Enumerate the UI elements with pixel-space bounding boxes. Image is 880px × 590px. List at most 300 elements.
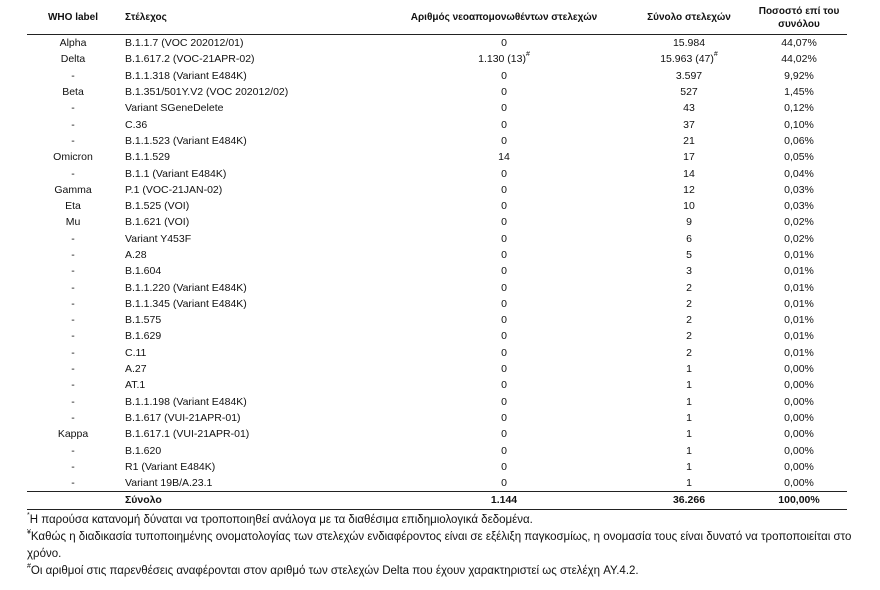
percent-cell bbox=[751, 247, 847, 263]
percent-cell bbox=[751, 328, 847, 344]
footnote-mark: * bbox=[27, 512, 30, 519]
total-strains-cell bbox=[627, 328, 751, 344]
strain-cell bbox=[119, 51, 381, 67]
strain-cell bbox=[119, 198, 381, 214]
strain-cell-value: R1 (Variant E484K) bbox=[125, 460, 216, 473]
new-isolated-cell bbox=[381, 165, 627, 181]
total-strains-cell-value: 37 bbox=[683, 118, 695, 131]
total-strains-cell bbox=[627, 394, 751, 410]
who-label-cell-value: - bbox=[71, 395, 75, 408]
who-label-cell bbox=[27, 345, 119, 361]
new-isolated-cell-value: 0 bbox=[501, 346, 507, 359]
strain-cell bbox=[119, 475, 381, 492]
percent-cell-value: 0,02% bbox=[784, 216, 814, 229]
strain-cell bbox=[119, 84, 381, 100]
percent-cell-value: 0,00% bbox=[784, 428, 814, 441]
new-isolated-cell bbox=[381, 68, 627, 84]
new-isolated-cell-value: 0 bbox=[501, 249, 507, 261]
percent-cell-value: 1,45% bbox=[784, 86, 814, 99]
total-strains-cell bbox=[627, 214, 751, 230]
percent-cell bbox=[751, 35, 847, 52]
table-row bbox=[27, 198, 847, 214]
new-isolated-cell-value: 0 bbox=[501, 297, 507, 310]
who-label-cell bbox=[27, 459, 119, 475]
percent-cell-value: 0,06% bbox=[784, 134, 814, 147]
total-strains-cell-value: 2 bbox=[686, 281, 692, 294]
table-row bbox=[27, 247, 847, 263]
strain-cell-value: Variant SGeneDelete bbox=[125, 102, 224, 115]
percent-cell-value: 0,00% bbox=[784, 395, 814, 408]
who-label-cell bbox=[27, 328, 119, 344]
percent-cell-value: 44,02% bbox=[781, 53, 817, 66]
table-row bbox=[27, 459, 847, 475]
total-strains-cell bbox=[627, 475, 751, 492]
total-strains-cell-value: 14 bbox=[683, 167, 695, 180]
percent-cell-value: 0,10% bbox=[784, 118, 814, 131]
total-strains-cell-value: 2 bbox=[686, 330, 692, 343]
percent-cell-value: 0,01% bbox=[784, 249, 814, 261]
who-label-cell-value: - bbox=[71, 346, 75, 359]
table-row bbox=[27, 214, 847, 230]
table-row bbox=[27, 410, 847, 426]
total-strains-cell bbox=[627, 68, 751, 84]
who-label-cell bbox=[27, 442, 119, 458]
total-row bbox=[27, 492, 847, 510]
table-row bbox=[27, 133, 847, 149]
new-isolated-cell-value: 0 bbox=[501, 395, 507, 408]
new-isolated-cell-value: 0 bbox=[501, 118, 507, 131]
table-row bbox=[27, 426, 847, 442]
strain-cell bbox=[119, 328, 381, 344]
new-isolated-cell bbox=[381, 198, 627, 214]
total-strains-cell bbox=[627, 182, 751, 198]
header-percent: Ποσοστό επί του συνόλου bbox=[758, 6, 840, 30]
strain-cell bbox=[119, 149, 381, 165]
new-isolated-cell-value: 1.130 (13) bbox=[478, 53, 526, 66]
who-label-cell bbox=[27, 214, 119, 230]
percent-cell-value: 0,04% bbox=[784, 167, 814, 180]
strain-cell bbox=[119, 231, 381, 247]
who-label-cell-value: - bbox=[71, 69, 75, 82]
footnote-text: Η παρούσα κατανομή δύναται να τροποποιηθεί ανάλογα με τα διαθέσιμα επιδημιολογικά δεδομένα. bbox=[29, 514, 533, 526]
total-strains-cell-value: 2 bbox=[686, 346, 692, 359]
total-new-isolated: 1.144 bbox=[490, 494, 518, 507]
total-strains-cell-value: 527 bbox=[680, 86, 698, 99]
total-strains-cell-value: 3 bbox=[686, 265, 692, 278]
percent-cell bbox=[751, 116, 847, 132]
new-isolated-cell-value: 0 bbox=[501, 379, 507, 392]
total-percent: 100,00% bbox=[778, 494, 820, 507]
strain-cell-value: B.1.621 (VOI) bbox=[125, 216, 190, 229]
new-isolated-cell-value: 14 bbox=[498, 151, 510, 164]
new-isolated-cell bbox=[381, 214, 627, 230]
percent-cell-value: 0,01% bbox=[784, 281, 814, 294]
total-strains-cell bbox=[627, 231, 751, 247]
who-label-cell-value: Alpha bbox=[59, 37, 87, 50]
new-isolated-cell bbox=[381, 442, 627, 458]
percent-cell bbox=[751, 231, 847, 247]
strain-cell-value: B.1.1.345 (Variant E484K) bbox=[125, 297, 247, 310]
footnote-mark: # bbox=[525, 51, 530, 59]
footnote-mark: ¥ bbox=[27, 529, 31, 536]
table-row bbox=[27, 475, 847, 492]
table-row bbox=[27, 51, 847, 67]
total-strains-cell bbox=[627, 133, 751, 149]
table-row bbox=[27, 442, 847, 458]
table-row bbox=[27, 182, 847, 198]
total-strains-cell bbox=[627, 100, 751, 116]
table-header bbox=[27, 0, 847, 35]
who-label-cell bbox=[27, 149, 119, 165]
table-row bbox=[27, 100, 847, 116]
strain-cell bbox=[119, 133, 381, 149]
new-isolated-cell-value: 0 bbox=[501, 411, 507, 424]
who-label-cell bbox=[27, 68, 119, 84]
strain-cell bbox=[119, 296, 381, 312]
strain-cell-value: C.11 bbox=[125, 346, 147, 359]
who-label-cell bbox=[27, 475, 119, 492]
percent-cell bbox=[751, 442, 847, 458]
percent-cell bbox=[751, 345, 847, 361]
table-row bbox=[27, 35, 847, 52]
who-label-cell-value: - bbox=[71, 232, 75, 245]
total-strains-cell bbox=[627, 35, 751, 52]
footnote-nomenclature bbox=[27, 529, 867, 563]
percent-cell-value: 0,01% bbox=[784, 265, 814, 278]
new-isolated-cell-value: 0 bbox=[501, 216, 507, 229]
percent-cell bbox=[751, 133, 847, 149]
percent-cell bbox=[751, 51, 847, 67]
total-strains-cell-value: 5 bbox=[686, 249, 692, 261]
strain-cell-value: B.1.617.1 (VUI-21APR-01) bbox=[125, 428, 250, 441]
percent-cell bbox=[751, 182, 847, 198]
percent-cell bbox=[751, 263, 847, 279]
total-strains-cell-value: 17 bbox=[683, 151, 695, 164]
new-isolated-cell-value: 0 bbox=[501, 428, 507, 441]
who-label-cell-value: Omicron bbox=[53, 151, 93, 164]
new-isolated-cell bbox=[381, 100, 627, 116]
who-label-cell bbox=[27, 247, 119, 263]
new-isolated-cell-value: 0 bbox=[501, 330, 507, 343]
new-isolated-cell bbox=[381, 149, 627, 165]
footnote-mark: # bbox=[713, 51, 718, 59]
new-isolated-cell-value: 0 bbox=[501, 37, 507, 50]
who-label-cell-value: - bbox=[71, 379, 75, 392]
who-label-cell bbox=[27, 198, 119, 214]
table-row bbox=[27, 296, 847, 312]
total-strains-cell-value: 1 bbox=[686, 460, 692, 473]
who-label-cell-value: Delta bbox=[60, 53, 86, 66]
who-label-cell bbox=[27, 426, 119, 442]
strain-cell-value: B.1.617 (VUI-21APR-01) bbox=[125, 411, 241, 424]
percent-cell-value: 44,07% bbox=[781, 37, 817, 50]
total-strains-cell bbox=[627, 410, 751, 426]
percent-cell bbox=[751, 68, 847, 84]
who-label-cell bbox=[27, 361, 119, 377]
who-label-cell-value: Beta bbox=[62, 86, 84, 99]
total-strains-cell-value: 1 bbox=[686, 411, 692, 424]
percent-cell bbox=[751, 312, 847, 328]
new-isolated-cell-value: 0 bbox=[501, 86, 507, 99]
strain-cell bbox=[119, 345, 381, 361]
percent-cell bbox=[751, 426, 847, 442]
new-isolated-cell bbox=[381, 361, 627, 377]
footnotes bbox=[27, 512, 867, 580]
new-isolated-cell bbox=[381, 263, 627, 279]
new-isolated-cell bbox=[381, 475, 627, 492]
who-label-cell-value: - bbox=[71, 265, 75, 278]
table-row bbox=[27, 361, 847, 377]
new-isolated-cell bbox=[381, 328, 627, 344]
percent-cell bbox=[751, 459, 847, 475]
new-isolated-cell bbox=[381, 182, 627, 198]
new-isolated-cell bbox=[381, 394, 627, 410]
new-isolated-cell bbox=[381, 296, 627, 312]
new-isolated-cell bbox=[381, 116, 627, 132]
strain-cell bbox=[119, 426, 381, 442]
strain-cell bbox=[119, 35, 381, 52]
who-label-cell bbox=[27, 410, 119, 426]
percent-cell-value: 0,00% bbox=[784, 444, 814, 457]
new-isolated-cell-value: 0 bbox=[501, 183, 507, 196]
who-label-cell-value: - bbox=[71, 167, 75, 180]
percent-cell-value: 0,02% bbox=[784, 232, 814, 245]
who-label-cell-value: - bbox=[71, 314, 75, 327]
new-isolated-cell-value: 0 bbox=[501, 477, 507, 490]
strain-cell-value: B.1.351/501Y.V2 (VOC 202012/02) bbox=[125, 86, 289, 99]
who-label-cell bbox=[27, 279, 119, 295]
total-strains-cell bbox=[627, 345, 751, 361]
who-label-cell-value: - bbox=[71, 118, 75, 131]
who-label-cell-value: - bbox=[71, 411, 75, 424]
total-strains-cell bbox=[627, 426, 751, 442]
new-isolated-cell-value: 0 bbox=[501, 134, 507, 147]
who-label-cell bbox=[27, 394, 119, 410]
percent-cell bbox=[751, 377, 847, 393]
who-label-cell bbox=[27, 51, 119, 67]
strain-cell-value: B.1.1 (Variant E484K) bbox=[125, 167, 227, 180]
percent-cell-value: 0,00% bbox=[784, 460, 814, 473]
percent-cell-value: 0,00% bbox=[784, 379, 814, 392]
strain-cell-value: B.1.525 (VOI) bbox=[125, 200, 190, 213]
new-isolated-cell-value: 0 bbox=[501, 363, 507, 376]
table-row bbox=[27, 68, 847, 84]
total-strains-cell-value: 12 bbox=[683, 183, 695, 196]
total-strains-cell-value: 10 bbox=[683, 200, 695, 213]
percent-cell-value: 0,01% bbox=[784, 314, 814, 327]
total-strains-cell-value: 1 bbox=[686, 379, 692, 392]
total-strains-cell-value: 6 bbox=[686, 232, 692, 245]
new-isolated-cell bbox=[381, 231, 627, 247]
total-strains-cell bbox=[627, 263, 751, 279]
percent-cell-value: 0,03% bbox=[784, 200, 814, 213]
header-who-label: WHO label bbox=[47, 12, 98, 24]
table-row bbox=[27, 231, 847, 247]
strain-cell bbox=[119, 279, 381, 295]
percent-cell bbox=[751, 100, 847, 116]
total-strains-cell bbox=[627, 296, 751, 312]
who-label-cell-value: Eta bbox=[65, 200, 81, 213]
who-label-cell bbox=[27, 35, 119, 52]
percent-cell-value: 9,92% bbox=[784, 69, 814, 82]
who-label-cell bbox=[27, 231, 119, 247]
strain-cell-value: AT.1 bbox=[125, 379, 146, 392]
strain-cell bbox=[119, 263, 381, 279]
strain-cell bbox=[119, 394, 381, 410]
total-strains-cell-value: 1 bbox=[686, 444, 692, 457]
strain-cell-value: A.27 bbox=[125, 363, 147, 376]
table-row bbox=[27, 84, 847, 100]
percent-cell-value: 0,01% bbox=[784, 346, 814, 359]
table-row bbox=[27, 394, 847, 410]
new-isolated-cell-value: 0 bbox=[501, 281, 507, 294]
who-label-cell bbox=[27, 296, 119, 312]
strain-cell bbox=[119, 410, 381, 426]
strain-cell-value: B.1.1.318 (Variant E484K) bbox=[125, 69, 247, 82]
total-strains-cell bbox=[627, 84, 751, 100]
percent-cell bbox=[751, 279, 847, 295]
total-strains-cell bbox=[627, 116, 751, 132]
new-isolated-cell bbox=[381, 377, 627, 393]
new-isolated-cell bbox=[381, 247, 627, 263]
strain-cell-value: B.1.1.198 (Variant E484K) bbox=[125, 395, 247, 408]
new-isolated-cell-value: 0 bbox=[501, 69, 507, 82]
strain-cell bbox=[119, 214, 381, 230]
who-label-cell-value: - bbox=[71, 444, 75, 457]
total-strains-cell-value: 1 bbox=[686, 395, 692, 408]
percent-cell bbox=[751, 410, 847, 426]
table-row bbox=[27, 345, 847, 361]
strain-cell bbox=[119, 116, 381, 132]
new-isolated-cell bbox=[381, 133, 627, 149]
percent-cell bbox=[751, 165, 847, 181]
who-label-cell bbox=[27, 84, 119, 100]
percent-cell bbox=[751, 394, 847, 410]
who-label-cell-value: - bbox=[71, 477, 75, 490]
total-strains-cell bbox=[627, 377, 751, 393]
table-row bbox=[27, 165, 847, 181]
strain-cell bbox=[119, 100, 381, 116]
variant-table bbox=[27, 0, 847, 510]
new-isolated-cell bbox=[381, 410, 627, 426]
who-label-cell bbox=[27, 263, 119, 279]
new-isolated-cell bbox=[381, 279, 627, 295]
total-strains-cell bbox=[627, 247, 751, 263]
strain-cell bbox=[119, 459, 381, 475]
who-label-cell-value: - bbox=[71, 134, 75, 147]
who-label-cell-value: - bbox=[71, 330, 75, 343]
total-strains-cell-value: 1 bbox=[686, 477, 692, 490]
percent-cell bbox=[751, 296, 847, 312]
percent-cell-value: 0,01% bbox=[784, 297, 814, 310]
total-strains-cell-value: 21 bbox=[683, 134, 695, 147]
strain-cell bbox=[119, 182, 381, 198]
percent-cell bbox=[751, 198, 847, 214]
strain-cell-value: B.1.617.2 (VOC-21APR-02) bbox=[125, 53, 255, 66]
table-row bbox=[27, 149, 847, 165]
total-strains-cell bbox=[627, 312, 751, 328]
strain-cell-value: P.1 (VOC-21JAN-02) bbox=[125, 183, 223, 196]
total-strains-cell-value: 43 bbox=[683, 102, 695, 115]
header-new-isolated: Αριθμός νεοαπομονωθέντων στελεχών bbox=[410, 12, 598, 24]
new-isolated-cell-value: 0 bbox=[501, 314, 507, 327]
percent-cell-value: 0,00% bbox=[784, 477, 814, 490]
new-isolated-cell bbox=[381, 51, 627, 67]
percent-cell-value: 0,12% bbox=[784, 102, 814, 115]
new-isolated-cell-value: 0 bbox=[501, 444, 507, 457]
percent-cell-value: 0,00% bbox=[784, 411, 814, 424]
who-label-cell-value: Kappa bbox=[57, 428, 89, 441]
total-strains-cell-value: 1 bbox=[686, 363, 692, 376]
strain-cell-value: B.1.1.523 (Variant E484K) bbox=[125, 134, 247, 147]
strain-cell-value: B.1.1.7 (VOC 202012/01) bbox=[125, 37, 244, 50]
percent-cell-value: 0,01% bbox=[784, 330, 814, 343]
who-label-cell bbox=[27, 133, 119, 149]
total-strains: 36.266 bbox=[672, 494, 706, 507]
table-row bbox=[27, 312, 847, 328]
who-label-cell bbox=[27, 377, 119, 393]
percent-cell bbox=[751, 361, 847, 377]
total-strains-cell-value: 1 bbox=[686, 428, 692, 441]
percent-cell bbox=[751, 84, 847, 100]
total-strains-cell bbox=[627, 51, 751, 67]
new-isolated-cell bbox=[381, 426, 627, 442]
header-total-strains: Σύνολο στελεχών bbox=[647, 12, 731, 24]
footnote-distribution bbox=[27, 512, 867, 529]
total-strains-cell bbox=[627, 198, 751, 214]
new-isolated-cell bbox=[381, 459, 627, 475]
who-label-cell bbox=[27, 165, 119, 181]
new-isolated-cell-value: 0 bbox=[501, 167, 507, 180]
total-strains-cell bbox=[627, 459, 751, 475]
who-label-cell-value: - bbox=[71, 297, 75, 310]
strain-cell-value: B.1.575 bbox=[125, 314, 162, 327]
strain-cell-value: A.28 bbox=[125, 249, 147, 261]
strain-cell bbox=[119, 165, 381, 181]
who-label-cell-value: Mu bbox=[65, 216, 81, 229]
who-label-cell-value: - bbox=[71, 460, 75, 473]
strain-cell-value: Variant 19B/A.23.1 bbox=[125, 477, 213, 490]
percent-cell bbox=[751, 475, 847, 492]
total-strains-cell-value: 15.963 (47) bbox=[660, 53, 714, 66]
header-strain: Στέλεχος bbox=[125, 12, 167, 24]
table-row bbox=[27, 279, 847, 295]
footnote-text: Καθώς η διαδικασία τυποποιημένης ονοματολογίας των στελεχών ενδιαφέροντος είναι σε εξέλιξη παγκοσμίως, η ονομασία τους είναι δυνατό να τροποποιείται στο χρόνο. bbox=[27, 531, 852, 560]
total-strains-cell bbox=[627, 442, 751, 458]
who-label-cell bbox=[27, 182, 119, 198]
strain-cell-value: B.1.604 bbox=[125, 265, 162, 278]
strain-cell-value: B.1.1.529 bbox=[125, 151, 170, 164]
new-isolated-cell-value: 0 bbox=[501, 460, 507, 473]
strain-cell bbox=[119, 247, 381, 263]
table-body bbox=[27, 35, 847, 492]
percent-cell-value: 0,00% bbox=[784, 363, 814, 376]
total-strains-cell-value: 2 bbox=[686, 314, 692, 327]
new-isolated-cell bbox=[381, 345, 627, 361]
who-label-cell bbox=[27, 312, 119, 328]
variant-table-container bbox=[27, 0, 847, 510]
total-strains-cell-value: 2 bbox=[686, 297, 692, 310]
new-isolated-cell bbox=[381, 312, 627, 328]
strain-cell bbox=[119, 377, 381, 393]
footnote-mark: # bbox=[27, 563, 31, 570]
percent-cell-value: 0,03% bbox=[784, 183, 814, 196]
total-strains-cell bbox=[627, 165, 751, 181]
new-isolated-cell-value: 0 bbox=[501, 200, 507, 213]
percent-cell-value: 0,05% bbox=[784, 151, 814, 164]
footnote-ay42 bbox=[27, 563, 867, 580]
strain-cell bbox=[119, 442, 381, 458]
